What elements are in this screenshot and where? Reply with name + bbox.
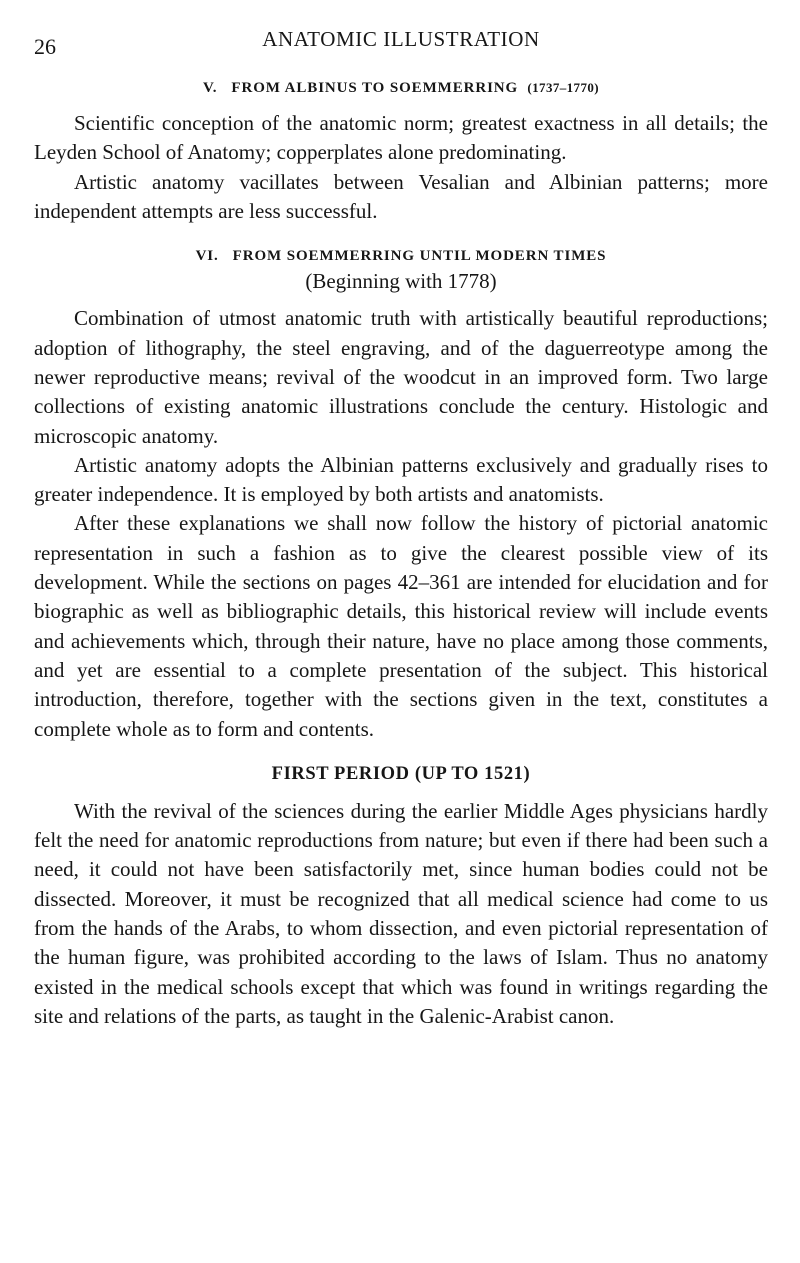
section-vi-paragraph-3: After these explanations we shall now follow the history of pictorial anatomic representation in such a fashion as to give the clearest possible view of its development. While the sections on pages 42–361 are intended for elucidation and for biographic as well as bibliographic details, this historical review will include events and achievements which, through their nature, have no place among those comments, and yet are essential to a complete presentation of the subject. This historical introduction, therefore, together with the sections given in the text, constitutes a complete whole as to form and contents. <box>34 511 768 741</box>
section-v-years: (1737–1770) <box>527 80 599 95</box>
section-v-heading <box>34 80 768 97</box>
page-number: 26 <box>34 34 56 59</box>
section-v-numeral: V. <box>203 80 218 96</box>
first-period-paragraph-1: With the revival of the sciences during the earlier Middle Ages physicians hardly felt the need for anatomic reproductions from nature; but even if there had been such a need, it could not have been satisfactorily met, since human bodies could not be dissected. Moreover, it must be recognized that all medical science had come to us from the hands of the Arabs, to whom dissection, and even pictorial representation of the human figure, was prohibited according to the laws of Islam. Thus no anatomy existed in the medical schools except that which was found in writings regarding the site and relations of the parts, as taught in the Galenic-Arabist canon. <box>34 798 768 1028</box>
section-vi-title: FROM SOEMMERRING UNTIL MODERN TIMES <box>232 248 607 265</box>
section-v-title: FROM ALBINUS TO SOEMMERRING <box>231 80 519 96</box>
section-v-paragraph-2: Artistic anatomy vacillates between Vesalian and Albinian patterns; more independent attempts are less successful. <box>34 169 768 223</box>
section-v-paragraph-1: Scientific conception of the anatomic norm; greatest exactness in all details; the Leyden School of Anatomy; copperplates alone predominating. <box>34 111 768 165</box>
section-v <box>34 80 768 226</box>
running-head <box>34 22 768 58</box>
first-period-heading: FIRST PERIOD (UP TO 1521) <box>271 763 531 784</box>
book-page <box>34 22 768 1031</box>
section-vi-subheading: (Beginning with 1778) <box>305 269 497 294</box>
section-vi-paragraph-2: Artistic anatomy adopts the Albinian patterns exclusively and gradually rises to greater independence. It is employed by both artists and anatomists. <box>34 452 768 507</box>
section-vi-heading <box>34 248 768 265</box>
first-period-section <box>34 764 768 1031</box>
running-title: ANATOMIC ILLUSTRATION <box>262 27 540 51</box>
section-vi <box>34 248 768 744</box>
section-vi-numeral: VI. <box>195 248 219 265</box>
section-vi-paragraph-1: Combination of utmost anatomic truth with artistically beautiful reproductions; adoption of lithography, the steel engraving, and of the daguerreotype among the newer reproductive means; revival of the woodcut in an improved form. Two large collections of existing anatomic illustrations conclude the century. Histologic and microscopic anatomy. <box>34 306 768 448</box>
